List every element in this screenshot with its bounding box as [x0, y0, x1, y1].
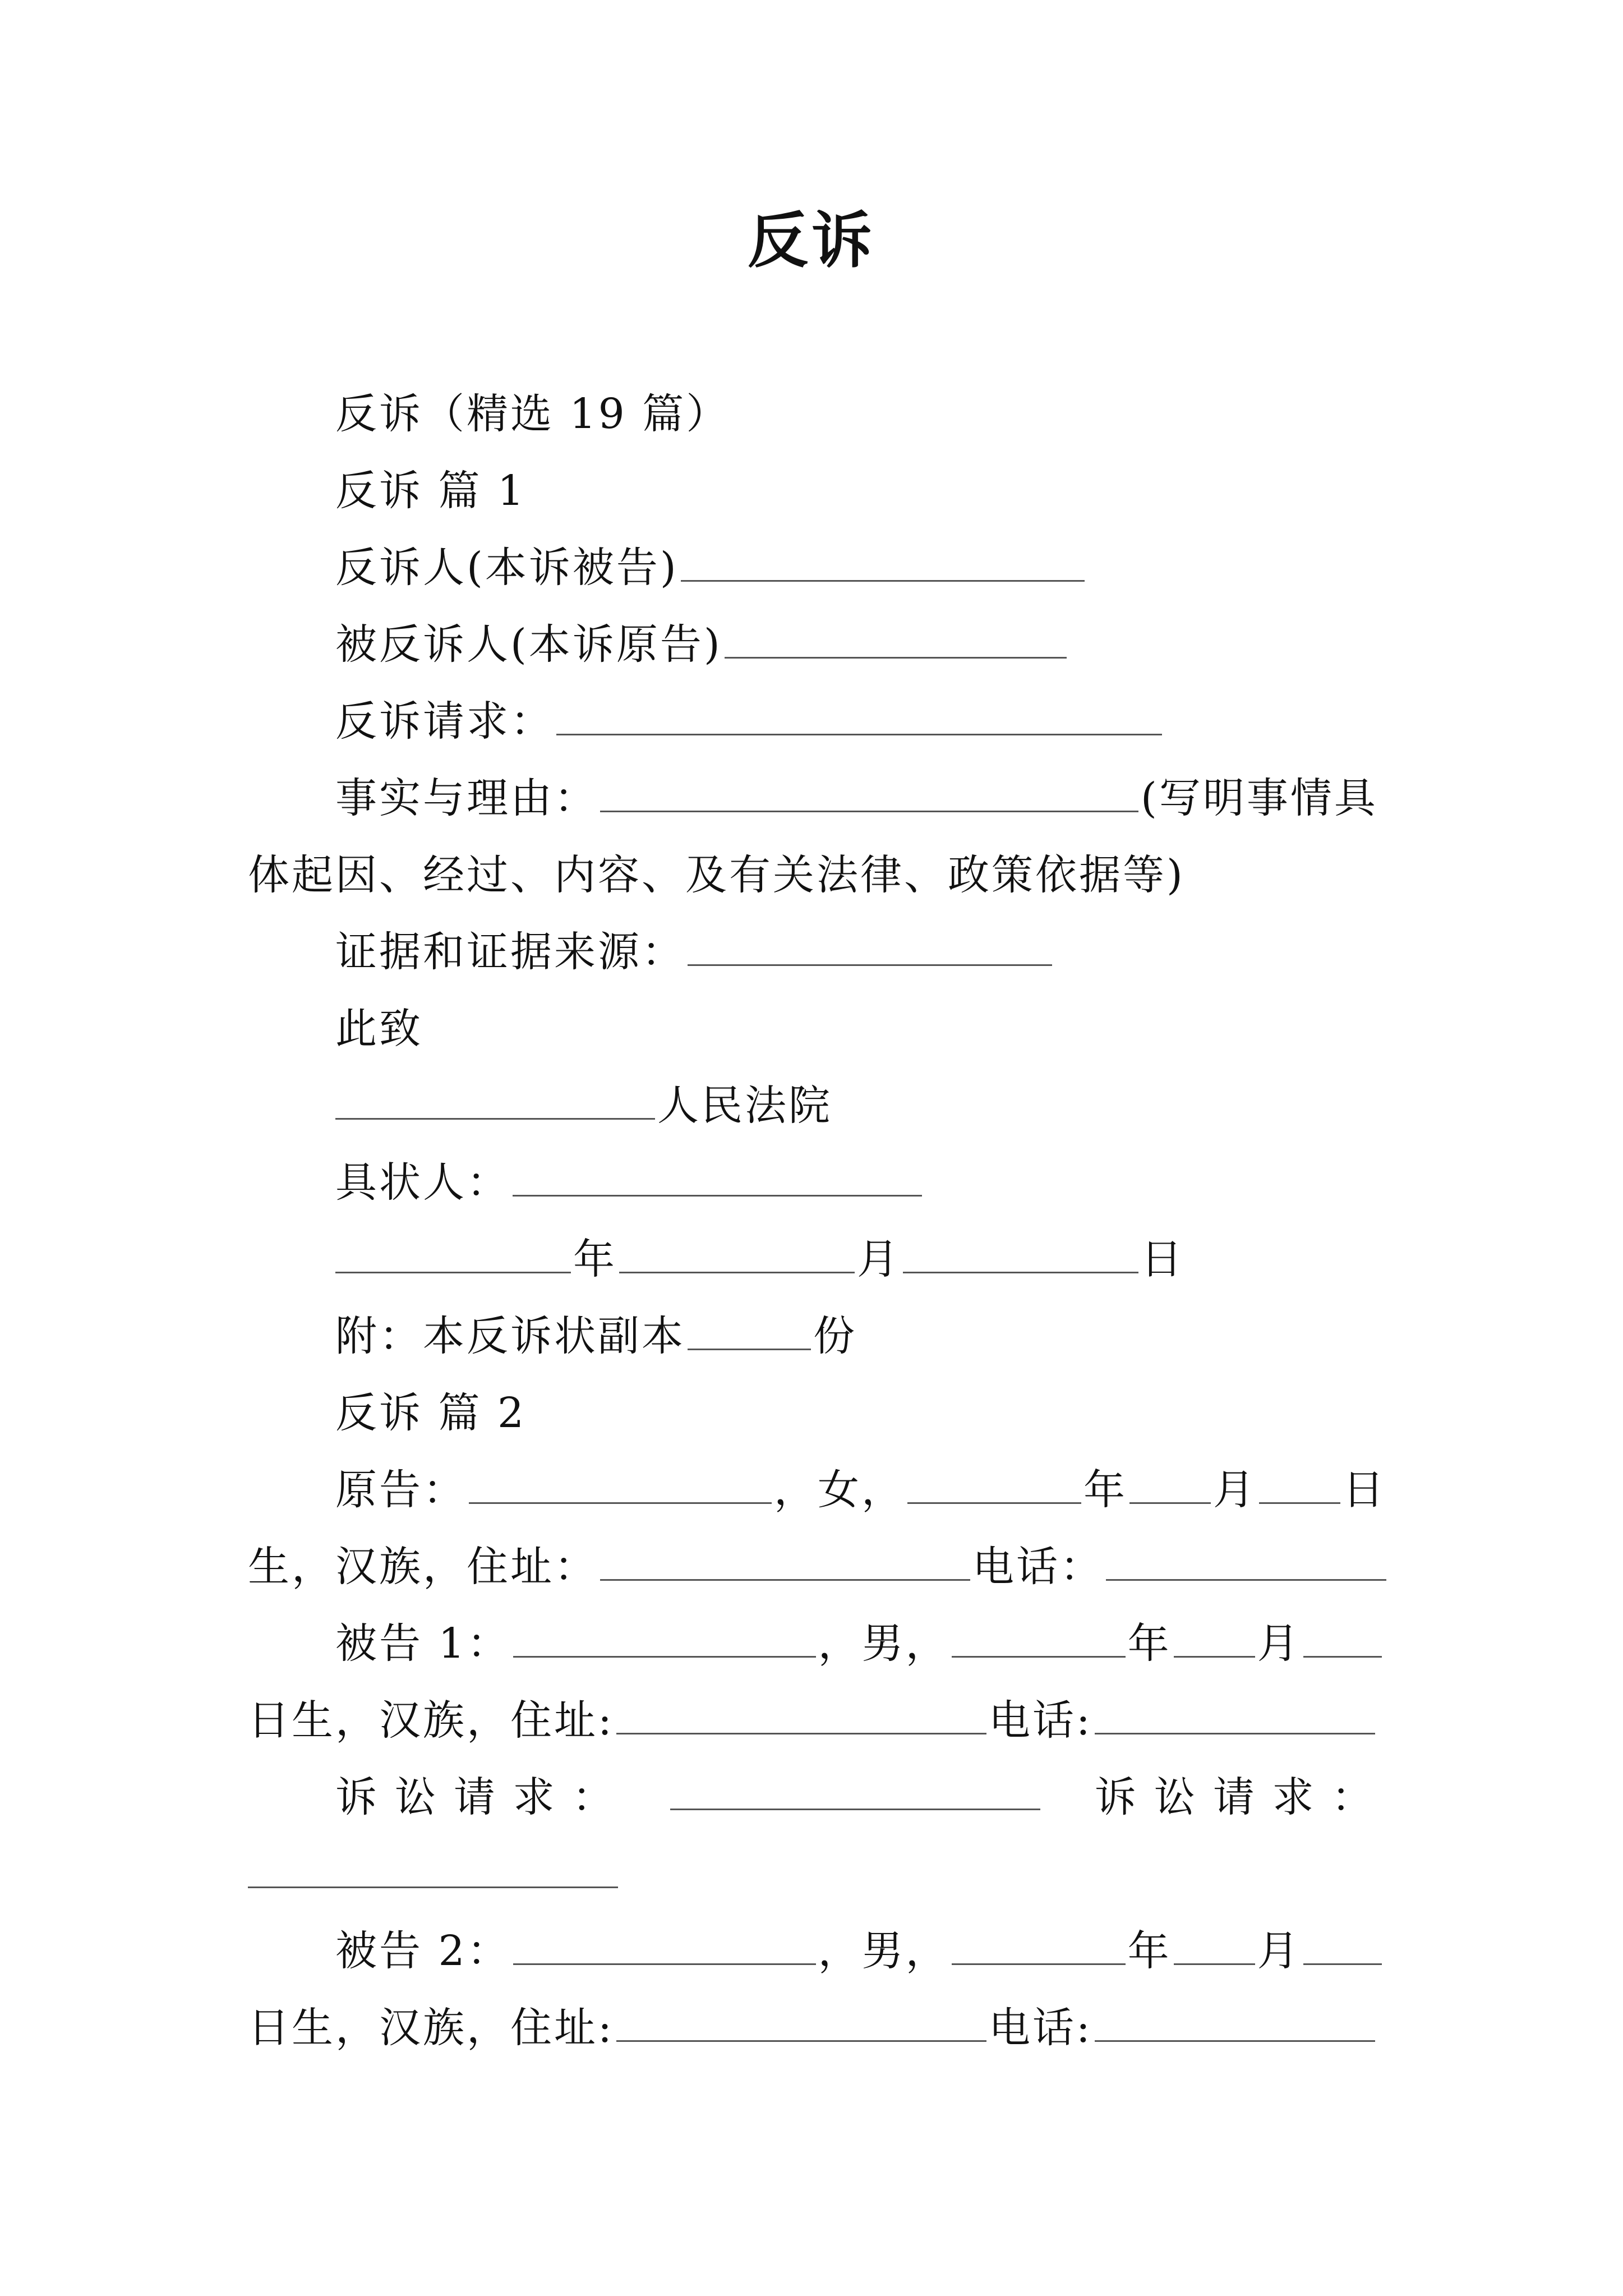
signer-blank[interactable]	[513, 1145, 922, 1197]
plaintiff-address-line	[248, 1529, 1375, 1605]
year-label: 年	[573, 1235, 617, 1283]
counter-defendant-label: 被反诉人(本诉原告)	[335, 620, 722, 669]
evidence-blank[interactable]	[688, 915, 1052, 966]
defendant2-month-label: 月	[1257, 1927, 1301, 1975]
defendant2-phone-label: 电话:	[988, 2004, 1092, 2052]
salutation-line: 此致	[335, 1005, 423, 1053]
defendant2-label: 被告 2：	[335, 1927, 511, 1975]
evidence-label: 证据和证据来源：	[335, 928, 685, 976]
copies-blank[interactable]	[688, 1299, 811, 1350]
facts-label: 事实与理由：	[335, 774, 598, 822]
plaintiff-year-label: 年	[1083, 1466, 1127, 1514]
plaintiff-phone-blank[interactable]	[1106, 1530, 1386, 1581]
plaintiff-month-label: 月	[1213, 1466, 1257, 1514]
attachment-line	[248, 1298, 1375, 1375]
plaintiff-year-blank[interactable]	[907, 1453, 1081, 1504]
year-blank[interactable]	[335, 1222, 571, 1273]
claims-blank[interactable]	[556, 684, 1162, 735]
counter-defendant-line	[248, 606, 1375, 683]
facts-blank[interactable]	[600, 761, 1138, 812]
document-title: 反诉	[747, 206, 875, 276]
plaintiff-address-label: 生，汉族，住址：	[248, 1543, 598, 1591]
defendant1-address-line	[248, 1682, 1375, 1759]
month-blank[interactable]	[619, 1222, 855, 1273]
claim-line	[248, 1759, 1375, 1836]
plaintiff-month-blank[interactable]	[1129, 1453, 1211, 1504]
defendant1-phone-label: 电话:	[988, 1696, 1092, 1745]
claim-blank-b[interactable]	[248, 1847, 618, 1888]
facts-line	[248, 760, 1378, 837]
defendant2-phone-blank[interactable]	[1095, 1991, 1375, 2042]
defendant2-address-line	[248, 1990, 1375, 2067]
defendant2-month-blank[interactable]	[1174, 1914, 1255, 1965]
counter-defendant-blank[interactable]	[725, 608, 1067, 659]
defendant2-line	[248, 1913, 1375, 1990]
day-blank[interactable]	[903, 1222, 1138, 1273]
plaintiff-day-blank[interactable]	[1259, 1453, 1340, 1504]
section2-heading: 反诉 篇 2	[335, 1389, 527, 1437]
defendant1-address-label: 日生，汉族，住址:	[248, 1696, 614, 1745]
document-body	[248, 376, 1386, 2067]
plaintiff-gender: ，女，	[774, 1466, 905, 1514]
counterclaimant-label: 反诉人(本诉被告)	[335, 544, 679, 592]
defendant2-year-label: 年	[1127, 1927, 1172, 1975]
defendant2-day-blank[interactable]	[1303, 1914, 1382, 1965]
defendant1-label: 被告 1：	[335, 1619, 511, 1668]
day-label: 日	[1141, 1235, 1184, 1283]
claims-line	[248, 683, 1375, 760]
plaintiff-day-label: 日	[1343, 1466, 1386, 1514]
month-label: 月	[857, 1235, 901, 1283]
defendant1-day-blank[interactable]	[1303, 1607, 1382, 1658]
plaintiff-label: 原告：	[335, 1466, 467, 1514]
facts-note-line: 体起因、经过、内容、及有关法律、政策依据等)	[248, 851, 1185, 899]
plaintiff-address-blank[interactable]	[600, 1530, 970, 1581]
claim-blank-a[interactable]	[670, 1759, 1040, 1810]
plaintiff-name-blank[interactable]	[469, 1453, 772, 1504]
attachment-label: 附：本反诉状副本	[335, 1312, 685, 1360]
defendant2-gender: ，男，	[818, 1927, 949, 1975]
claim-label-b: 诉 讼 请 求 ：	[1094, 1773, 1375, 1821]
court-label: 人民法院	[657, 1082, 832, 1130]
defendant2-year-blank[interactable]	[952, 1914, 1126, 1965]
defendant1-year-blank[interactable]	[952, 1607, 1126, 1658]
facts-note-start: (写明事情具	[1141, 774, 1378, 822]
defendant1-month-blank[interactable]	[1174, 1607, 1255, 1658]
defendant1-year-label: 年	[1127, 1619, 1172, 1668]
plaintiff-phone-label: 电话：	[972, 1543, 1104, 1591]
defendant2-address-blank[interactable]	[616, 1991, 986, 2042]
signer-line	[248, 1144, 1375, 1221]
defendant1-gender: ，男，	[818, 1619, 949, 1668]
claim-label-a: 诉 讼 请 求 ：	[335, 1773, 616, 1821]
intro-line: 反诉（精选 19 篇）	[335, 390, 730, 438]
court-blank[interactable]	[335, 1069, 655, 1120]
plaintiff-line	[248, 1452, 1386, 1529]
signer-label: 具状人：	[335, 1158, 510, 1207]
claims-label: 反诉请求：	[335, 697, 554, 746]
counterclaimant-blank[interactable]	[681, 531, 1085, 582]
counterclaimant-line	[248, 530, 1375, 606]
defendant1-name-blank[interactable]	[513, 1607, 816, 1658]
defendant2-address-label: 日生，汉族，住址:	[248, 2004, 614, 2052]
court-line	[248, 1068, 1375, 1144]
section1-heading: 反诉 篇 1	[335, 467, 527, 515]
evidence-line	[248, 914, 1375, 991]
defendant1-address-blank[interactable]	[616, 1683, 986, 1734]
date-line	[248, 1221, 1375, 1298]
defendant1-phone-blank[interactable]	[1095, 1683, 1375, 1734]
defendant1-line	[248, 1605, 1375, 1682]
defendant1-month-label: 月	[1257, 1619, 1301, 1668]
copies-label: 份	[813, 1312, 857, 1360]
claim-continuation-line	[248, 1836, 1375, 1913]
defendant2-name-blank[interactable]	[513, 1914, 816, 1965]
